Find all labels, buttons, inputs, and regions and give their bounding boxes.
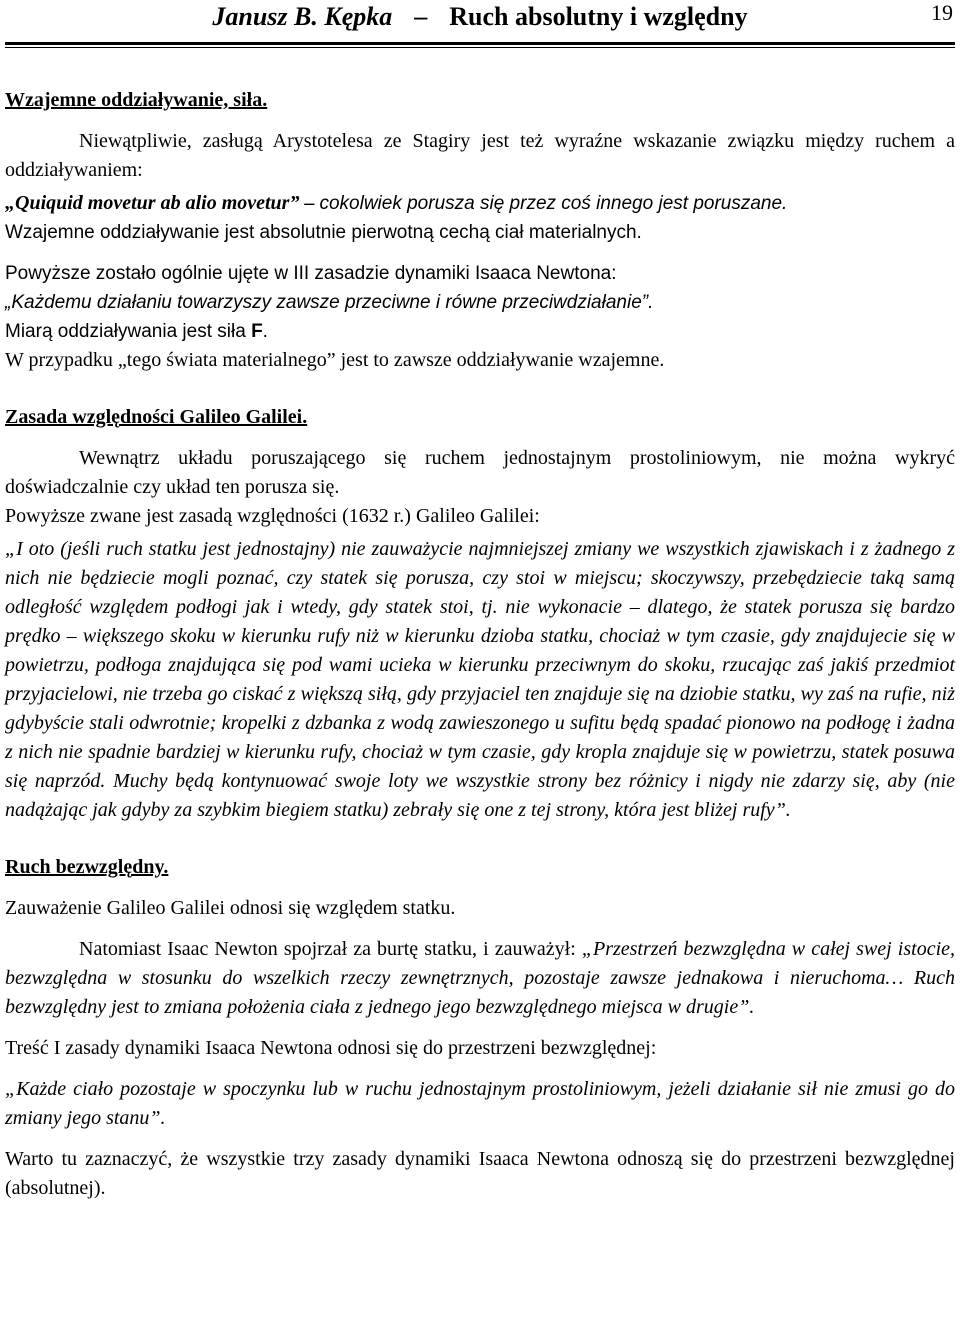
document-page — [5, 0, 955, 1199]
paragraph-first-law-intro: Treść I zasady dynamiki Isaaca Newtona odnosi się do przestrzeni bezwzględnej: — [5, 1037, 657, 1059]
galileo-quote: „I oto (jeśli ruch statku jest jednostajny) nie zauważycie najmniejszej zmiany we wszystkich zjawiskach i z żadnego z nich nie będziecie mogli poznać, czy statek się porusza, czy stoi w miejscu; skoczywszy, przebędziecie taką samą odległość względem podłogi jak i wtedy, gdy statek stoi, tj. nie wykonacie – dlatego, że statek porusza się bardzo prędko – większego skoku w kierunku rufy niż w kierunku dzioba statku, chociaż w tym czasie, gdy znajdujecie się w powietrzu, podłoga znajdująca się pod wami ucieka w kierunku przeciwnym do skoku, rzucając zaś jakiś przedmiot przyjacielowi, nie trzeba go ciskać z większą siłą, gdy przyjaciel ten znajduje się na dziobie statku, wy zaś na rufie, niż gdybyście stali odwrotnie; kropelki z dzbanka z wodą zawieszonego u sufitu będą spadać pionowo na podłogę i żadna z nich nie spadnie bardziej w kierunku rufy, chociaż w tym czasie, gdy kropla znajduje się w powietrzu, statek posuwa się naprzód. Muchy będą kontynuować swoje loty we wszystkie strony bez różnicy i nigdy nie zdarzy się, aby (nie nadążając jak gdyby za szybkim biegiem statku) zebrały się one z tej strony, która jest bliżej rufy”. — [5, 538, 955, 821]
paragraph-galileo-principle: Wewnątrz układu poruszającego się ruchem jednostajnym prostoliniowym, nie można wykryć doświadczalnie czy układ ten porusza się. — [5, 447, 955, 498]
page-header — [5, 0, 955, 40]
page-body — [5, 86, 955, 1203]
header-dash: – — [414, 2, 428, 31]
running-title — [5, 2, 955, 32]
force-symbol: F — [251, 321, 263, 342]
force-measure-end: . — [262, 321, 268, 342]
section-heading-interaction: Wzajemne oddziaływanie, siła. — [5, 89, 268, 111]
latin-quote-dash: – — [304, 192, 315, 214]
paragraph-newton-absolute-space — [5, 935, 955, 1022]
third-law-quote: „Każdemu działaniu towarzyszy zawsze przeciwne i równe przeciwdziałanie”. — [5, 292, 654, 313]
paragraph-primary-feature: Wzajemne oddziaływanie jest absolutnie pierwotną cechą ciał materialnych. — [5, 222, 642, 243]
section-heading-absolute-motion: Ruch bezwzględny. — [5, 856, 169, 878]
paragraph-galileo-1632: Powyższe zwane jest zasadą względności (1632 r.) Galileo Galilei: — [5, 505, 540, 527]
paragraph-aristotle: Niewątpliwie, zasługą Arystotelesa ze Stagiry jest też wyraźne wskazanie związku między ruchem a oddziaływaniem: — [5, 130, 955, 181]
page-number: 19 — [931, 0, 953, 25]
header-title: Ruch absolutny i względny — [449, 2, 748, 31]
latin-quote: „Quiquid movetur ab alio movetur” — [5, 192, 300, 214]
paragraph-mutual-interaction: W przypadku „tego świata materialnego” jest to zawsze oddziaływanie wzajemne. — [5, 349, 665, 371]
header-rule-thin — [5, 47, 955, 48]
newton-intro: Natomiast Isaac Newton spojrzał za burtę statku, i zauważył: — [79, 938, 576, 960]
header-author: Janusz B. Kępka — [212, 2, 393, 31]
first-law-quote: „Każde ciało pozostaje w spoczynku lub w ruchu jednostajnym prostoliniowym, jeżeli działanie sił nie zmusi go do zmiany jego stanu”. — [5, 1078, 955, 1129]
newton-absolute-space-quote: „Przestrzeń bezwzględna w całej swej istocie, bezwzględna w stosunku do wszelkich rzeczy zewnętrznych, pozostaje zawsze jednakowa i nieruchoma… Ruch bezwzględny jest to zmiana położenia ciała z jednego jego bezwzględnego miejsca w drugie”. — [5, 938, 955, 1018]
paragraph-force-measure — [5, 317, 955, 346]
section-heading-galileo: Zasada względności Galileo Galilei. — [5, 406, 308, 428]
latin-quote-line — [5, 189, 955, 218]
paragraph-three-laws: Warto tu zaznaczyć, że wszystkie trzy zasady dynamiki Isaaca Newtona odnoszą się do przestrzeni bezwzględnej (absolutnej). — [5, 1148, 955, 1199]
force-measure-text: Miarą oddziaływania jest siła — [5, 321, 246, 342]
paragraph-galileo-ship: Zauważenie Galileo Galilei odnosi się względem statku. — [5, 897, 456, 919]
latin-quote-translation: cokolwiek porusza się przez coś innego jest poruszane. — [319, 193, 788, 214]
header-rule — [5, 42, 955, 45]
paragraph-third-law-intro: Powyższe zostało ogólnie ujęte w III zasadzie dynamiki Isaaca Newtona: — [5, 263, 617, 284]
